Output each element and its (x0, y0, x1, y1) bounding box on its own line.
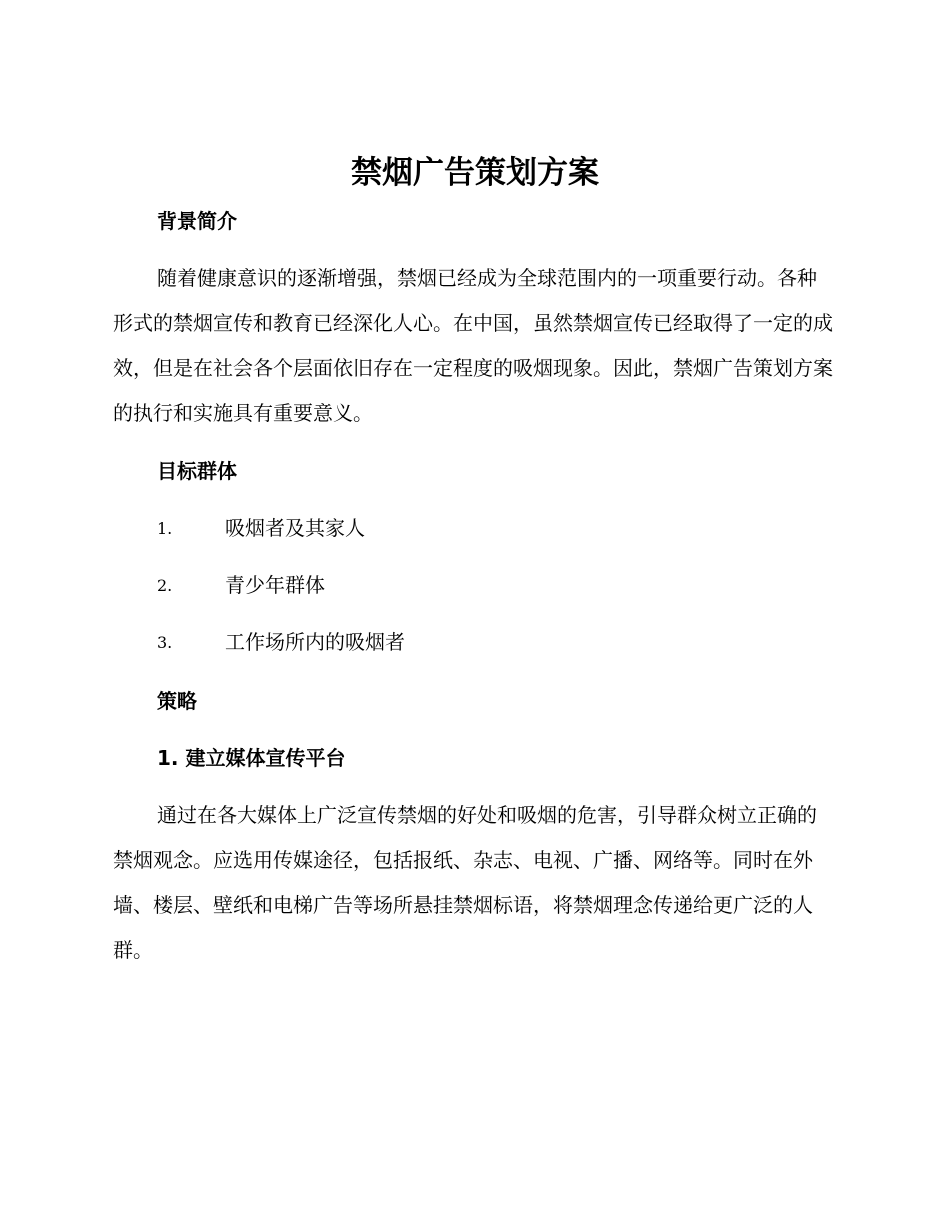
list-item-text: 工作场所内的吸烟者 (225, 630, 405, 654)
list-item-number: 3. (157, 633, 173, 652)
list-item-text: 青少年群体 (225, 573, 325, 597)
list-item-text: 吸烟者及其家人 (225, 516, 365, 540)
list-item-number: 1. (157, 519, 173, 538)
list-item-number: 2. (157, 576, 173, 595)
document-title: 禁烟广告策划方案 (351, 155, 599, 191)
background-heading: 背景简介 (157, 209, 237, 233)
target-heading: 目标群体 (157, 459, 237, 483)
background-paragraph: 随着健康意识的逐渐增强，禁烟已经成为全球范围内的一项重要行动。各种形式的禁烟宣传和教育已经深化人心。在中国，虽然禁烟宣传已经取得了一定的成效，但是在社会各个层面依旧存在一定程度的吸烟现象。因此，禁烟广告策划方案的执行和实施具有重要意义。 (113, 266, 833, 425)
strategy-subheading: 1. 建立媒体宣传平台 (157, 746, 346, 770)
strategy-paragraph: 通过在各大媒体上广泛宣传禁烟的好处和吸烟的危害，引导群众树立正确的禁烟观念。应选用传媒途径，包括报纸、杂志、电视、广播、网络等。同时在外墙、楼层、壁纸和电梯广告等场所悬挂禁烟标语，将禁烟理念传递给更广泛的人群。 (113, 803, 817, 962)
strategy-heading: 策略 (157, 689, 197, 713)
